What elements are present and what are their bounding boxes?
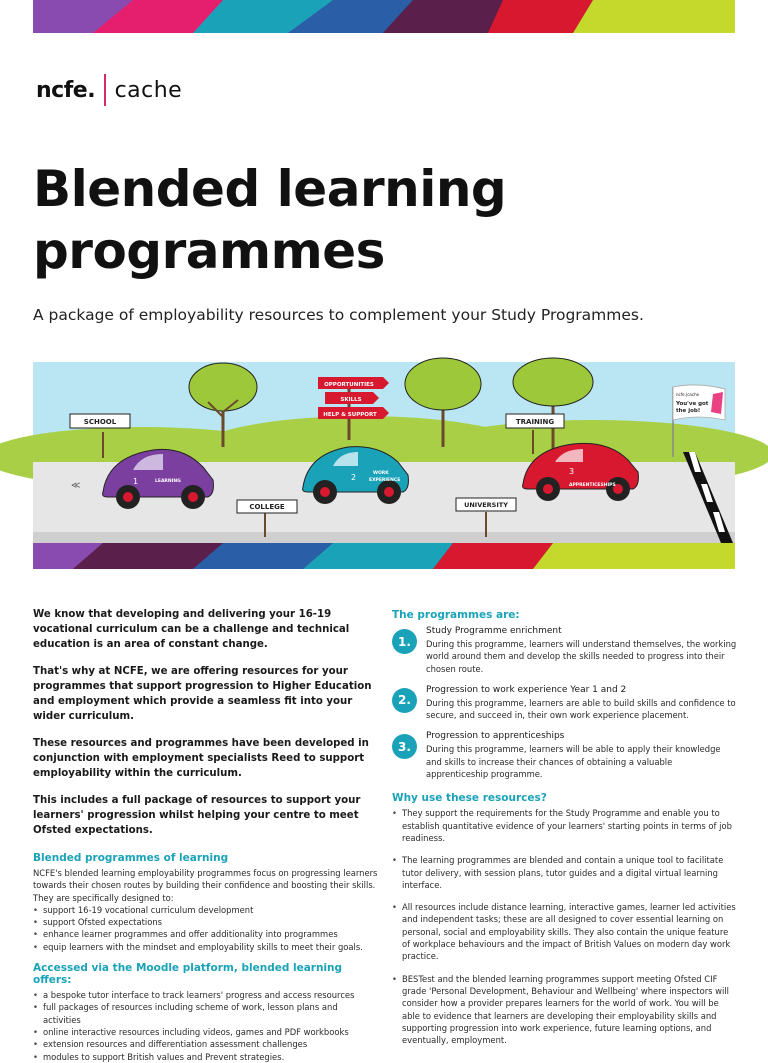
intro-paragraph-4: This includes a full package of resources to support your learners' progression whilst helping your centre to meet Ofsted expectations. (33, 795, 361, 836)
programme-description: During this programme, learners will be able to apply their knowledge and skills to increase their chances of obtaining a valuable apprenticeship programme. (426, 744, 721, 780)
svg-text:EXPERIENCE: EXPERIENCE (369, 478, 401, 483)
list-item: • full packages of resources including scheme of work, lesson plans and activities (33, 1001, 378, 1026)
title-line-1: Blended learning (33, 160, 507, 218)
list-item: • The learning programmes are blended and contain a unique tool to facilitate tutor delivery, with session plans, tutor guides and a digital virtual learning interface. (392, 854, 737, 891)
ncfe-cache-logo (36, 74, 182, 106)
blended-programmes-heading: Blended programmes of learning (33, 852, 229, 864)
ncfe-logo-text: ncfe. (36, 77, 96, 103)
list-item: • All resources include distance learning, interactive games, learner led activities and independent tasks; these are all designed to cover essential learning on personal, social and employability skills. They also contain the unique feature of workplace behaviours and the impact of British Values on modern day work practice. (392, 901, 737, 962)
programme-item-3 (392, 730, 737, 780)
list-item: • a bespoke tutor interface to track learners' progress and access resources (33, 989, 378, 1001)
blended-programmes-list (33, 904, 378, 953)
programme-item-1 (392, 625, 737, 675)
programme-number-badge: 2. (392, 688, 417, 713)
programme-description: During this programme, learners are able to build skills and confidence to secure, and succeed in, their own work experience placement. (426, 697, 736, 721)
svg-text:LEARNING: LEARNING (155, 479, 181, 484)
blended-programmes-body: NCFE's blended learning employability programmes focus on progressing learners towards their chosen routes by building their confidence and boosting their skills. They are specifically designed to: (33, 868, 378, 903)
list-item: • They support the requirements for the Study Programme and enable you to establish quantitative evidence of your learners' starting points in terms of job readiness. (392, 807, 737, 844)
programme-number-badge: 1. (392, 629, 417, 654)
why-use-heading: Why use these resources? (392, 792, 547, 805)
svg-text:WORK: WORK (373, 471, 389, 476)
programme-title: Study Programme enrichment (426, 626, 562, 636)
logo-divider (104, 74, 106, 106)
moodle-heading: Accessed via the Moodle platform, blended learning offers: (33, 962, 343, 987)
programmes-heading: The programmes are: (392, 609, 520, 621)
svg-text:≪: ≪ (71, 481, 81, 491)
why-use-list (392, 807, 737, 1046)
svg-text:1: 1 (133, 477, 139, 486)
title-line-2: programmes (33, 222, 385, 280)
top-decorative-band (33, 0, 735, 33)
svg-text:UNIVERSITY: UNIVERSITY (464, 501, 508, 509)
svg-text:SCHOOL: SCHOOL (83, 418, 117, 426)
list-item: • online interactive resources including videos, games and PDF workbooks (33, 1026, 378, 1038)
svg-text:the job!: the job! (676, 408, 701, 414)
svg-text:You've got: You've got (676, 401, 709, 407)
moodle-offers-list (33, 989, 378, 1063)
list-item: • extension resources and differentiation assessment challenges (33, 1038, 378, 1050)
page-title (33, 158, 733, 282)
list-item: • support 16-19 vocational curriculum development (33, 904, 378, 916)
middle-decorative-band (33, 543, 735, 569)
programme-title: Progression to work experience Year 1 and 2 (426, 684, 627, 695)
svg-text:COLLEGE: COLLEGE (249, 503, 285, 511)
intro-paragraph-3: These resources and programmes have been developed in conjunction with employment specialists Reed to support employability within the curriculum. (33, 738, 369, 779)
list-item: • support Ofsted expectations (33, 916, 378, 928)
svg-text:3: 3 (569, 467, 575, 476)
programme-number-badge: 3. (392, 734, 417, 759)
right-column (392, 609, 737, 1056)
list-item: • enhance learner programmes and offer additionality into programmes (33, 928, 378, 940)
svg-text:HELP & SUPPORT: HELP & SUPPORT (323, 412, 377, 418)
svg-text:ncfe.|cache: ncfe.|cache (676, 392, 700, 397)
list-item: • BESTest and the blended learning programmes support meeting Ofsted CIF grade 'Personal Development, Behaviour and Wellbeing' where inspectors will consider how a provider prepares learners for the world of work. You will be able to evidence that learners are developing their employability skills and supporting progression into work experience, future learning options, and eventually, employment. (392, 973, 737, 1047)
programme-description: During this programme, learners will understand themselves, the working world around them and develop the skills needed to progress into their chosen route. (426, 639, 737, 674)
svg-text:TRAINING: TRAINING (515, 418, 555, 426)
svg-text:OPPORTUNITIES: OPPORTUNITIES (324, 382, 374, 388)
programme-title: Progression to apprenticeships (426, 731, 565, 742)
svg-text:SKILLS: SKILLS (340, 397, 362, 403)
svg-text:APPRENTICESHIPS: APPRENTICESHIPS (569, 483, 616, 488)
list-item: • modules to support British values and Prevent strategies. (33, 1051, 378, 1063)
intro-paragraph-1: We know that developing and delivering your 16-19 vocational curriculum can be a challenge and technical education is an area of constant change. (33, 609, 350, 650)
intro-paragraph-2: That's why at NCFE, we are offering resources for your programmes that support progression to Higher Education and employment which provide a seamless fit into your wider curriculum. (33, 666, 372, 722)
list-item: • equip learners with the mindset and employability skills to meet their goals. (33, 941, 378, 953)
cache-logo-text: cache (114, 77, 183, 103)
page-subtitle: A package of employability resources to complement your Study Programmes. (33, 306, 644, 324)
svg-text:2: 2 (351, 473, 357, 482)
left-column (33, 607, 378, 1063)
programme-item-2 (392, 684, 737, 722)
hero-illustration (33, 362, 735, 543)
